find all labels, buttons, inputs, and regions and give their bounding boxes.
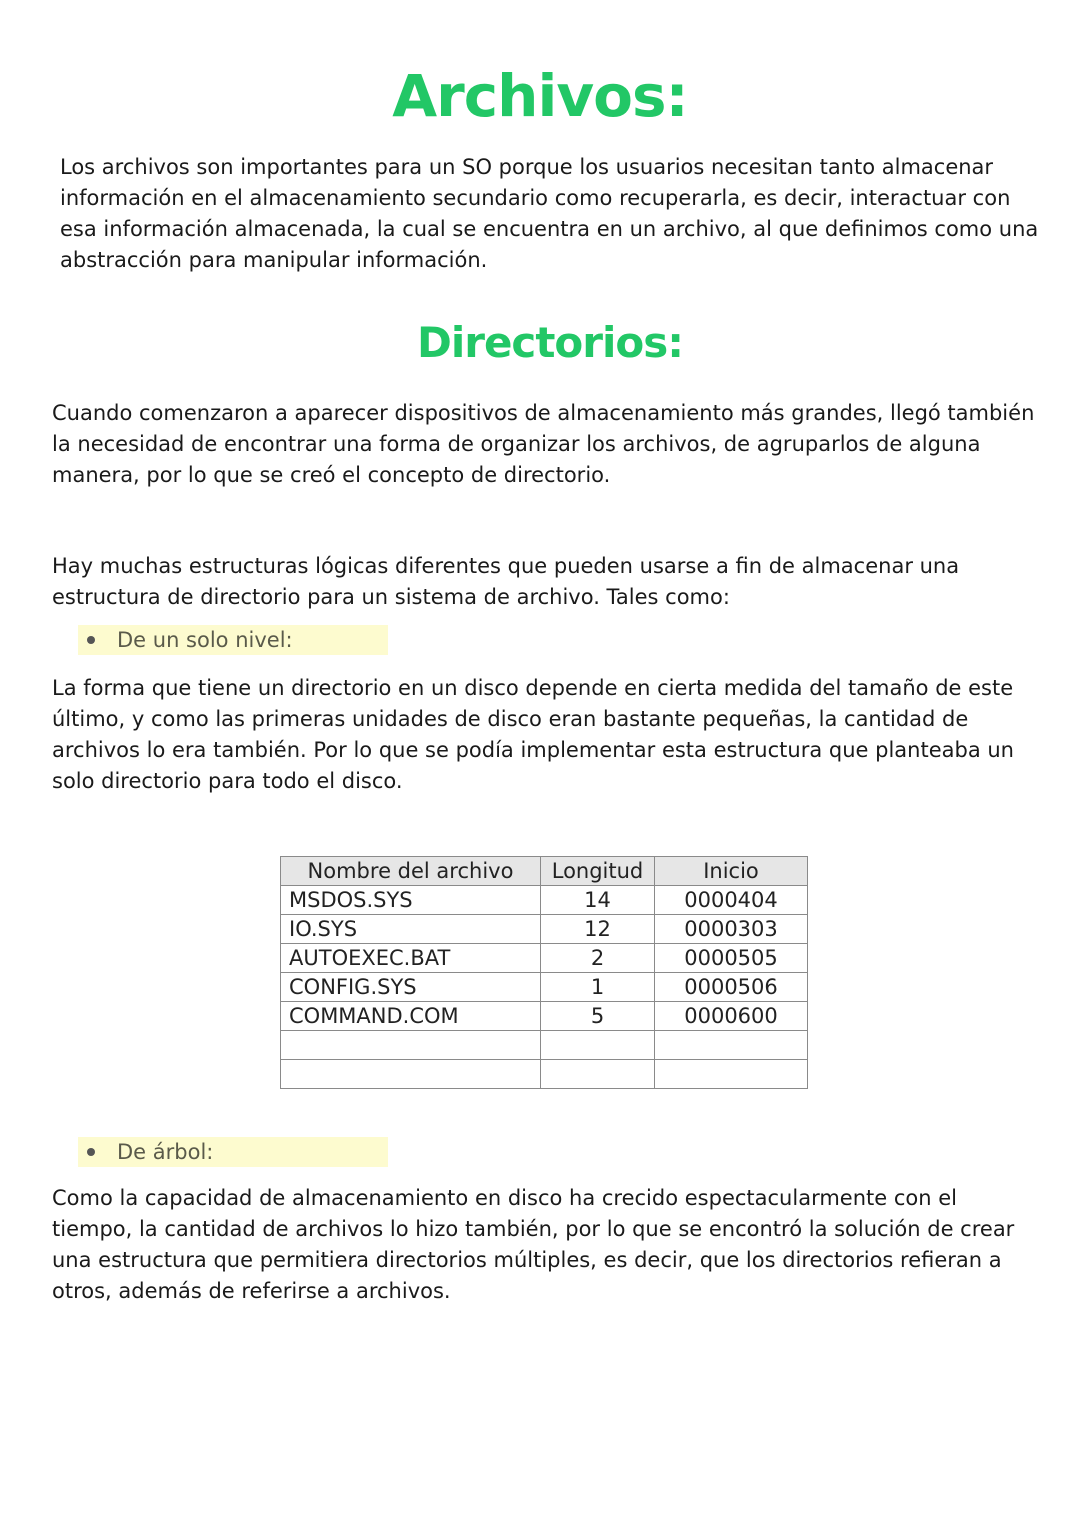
table-cell: 0000303: [655, 915, 808, 944]
table-cell: COMMAND.COM: [281, 1002, 541, 1031]
table-cell: 0000404: [655, 886, 808, 915]
table-cell: 0000506: [655, 973, 808, 1002]
table-row: [281, 915, 808, 944]
bullet-arbol: [78, 1137, 388, 1167]
paragraph-directorios-intro: Cuando comenzaron a aparecer dispositivos de almacenamiento más grandes, llegó también la necesidad de encontrar una forma de organizar los archivos, de agruparlos de alguna manera, por lo que se creó el concepto de directorio.: [52, 401, 1035, 487]
table-row: [281, 944, 808, 973]
table-cell: [655, 1060, 808, 1089]
table-cell: 0000600: [655, 1002, 808, 1031]
paragraph-archivos-intro: Los archivos son importantes para un SO porque los usuarios necesitan tanto almacenar información en el almacenamiento secundario como recuperarla, es decir, interactuar con esa información almacenada, la cual se encuentra en un archivo, al que definimos como una abstracción para manipular información.: [60, 155, 1039, 272]
paragraph-un-nivel: La forma que tiene un directorio en un disco depende en cierta medida del tamaño de este último, y como las primeras unidades de disco eran bastante pequeñas, la cantidad de archivos lo era también. Por lo que se podía implementar esta estructura que planteaba un solo directorio para todo el disco.: [52, 676, 1014, 793]
bullet-dot-icon: [87, 636, 95, 644]
table-cell: [281, 1060, 541, 1089]
table-row: [281, 1031, 808, 1060]
bullet-label: De un solo nivel:: [117, 628, 293, 652]
table-cell: [541, 1060, 655, 1089]
table-row: [281, 886, 808, 915]
bullet-un-nivel: [78, 625, 388, 655]
table-row: [281, 1060, 808, 1089]
table-cell: 12: [541, 915, 655, 944]
table-cell: IO.SYS: [281, 915, 541, 944]
table-header-cell: Longitud: [541, 857, 655, 886]
table-row: [281, 973, 808, 1002]
table-cell: MSDOS.SYS: [281, 886, 541, 915]
table-cell: AUTOEXEC.BAT: [281, 944, 541, 973]
bullet-label: De árbol:: [117, 1140, 214, 1164]
table-cell: 1: [541, 973, 655, 1002]
title-archivos: Archivos:: [392, 62, 688, 130]
table-header-row: [281, 857, 808, 886]
table-cell: 2: [541, 944, 655, 973]
table-cell: [281, 1031, 541, 1060]
table-header-cell: Nombre del archivo: [281, 857, 541, 886]
table-header-cell: Inicio: [655, 857, 808, 886]
table-row: [281, 1002, 808, 1031]
table-cell: 0000505: [655, 944, 808, 973]
table-cell: 14: [541, 886, 655, 915]
table-cell: [541, 1031, 655, 1060]
paragraph-estructuras: Hay muchas estructuras lógicas diferentes que pueden usarse a fin de almacenar una estructura de directorio para un sistema de archivo. Tales como:: [52, 554, 960, 609]
table-cell: CONFIG.SYS: [281, 973, 541, 1002]
title-directorios: Directorios:: [416, 318, 684, 367]
directory-table: [280, 856, 808, 1089]
table-cell: [655, 1031, 808, 1060]
bullet-dot-icon: [87, 1148, 95, 1156]
paragraph-arbol: Como la capacidad de almacenamiento en disco ha crecido espectacularmente con el tiempo, la cantidad de archivos lo hizo también, por lo que se encontró la solución de crear una estructura que permitiera directorios múltiples, es decir, que los directorios refieran a otros, además de referirse a archivos.: [52, 1186, 1015, 1303]
table-cell: 5: [541, 1002, 655, 1031]
